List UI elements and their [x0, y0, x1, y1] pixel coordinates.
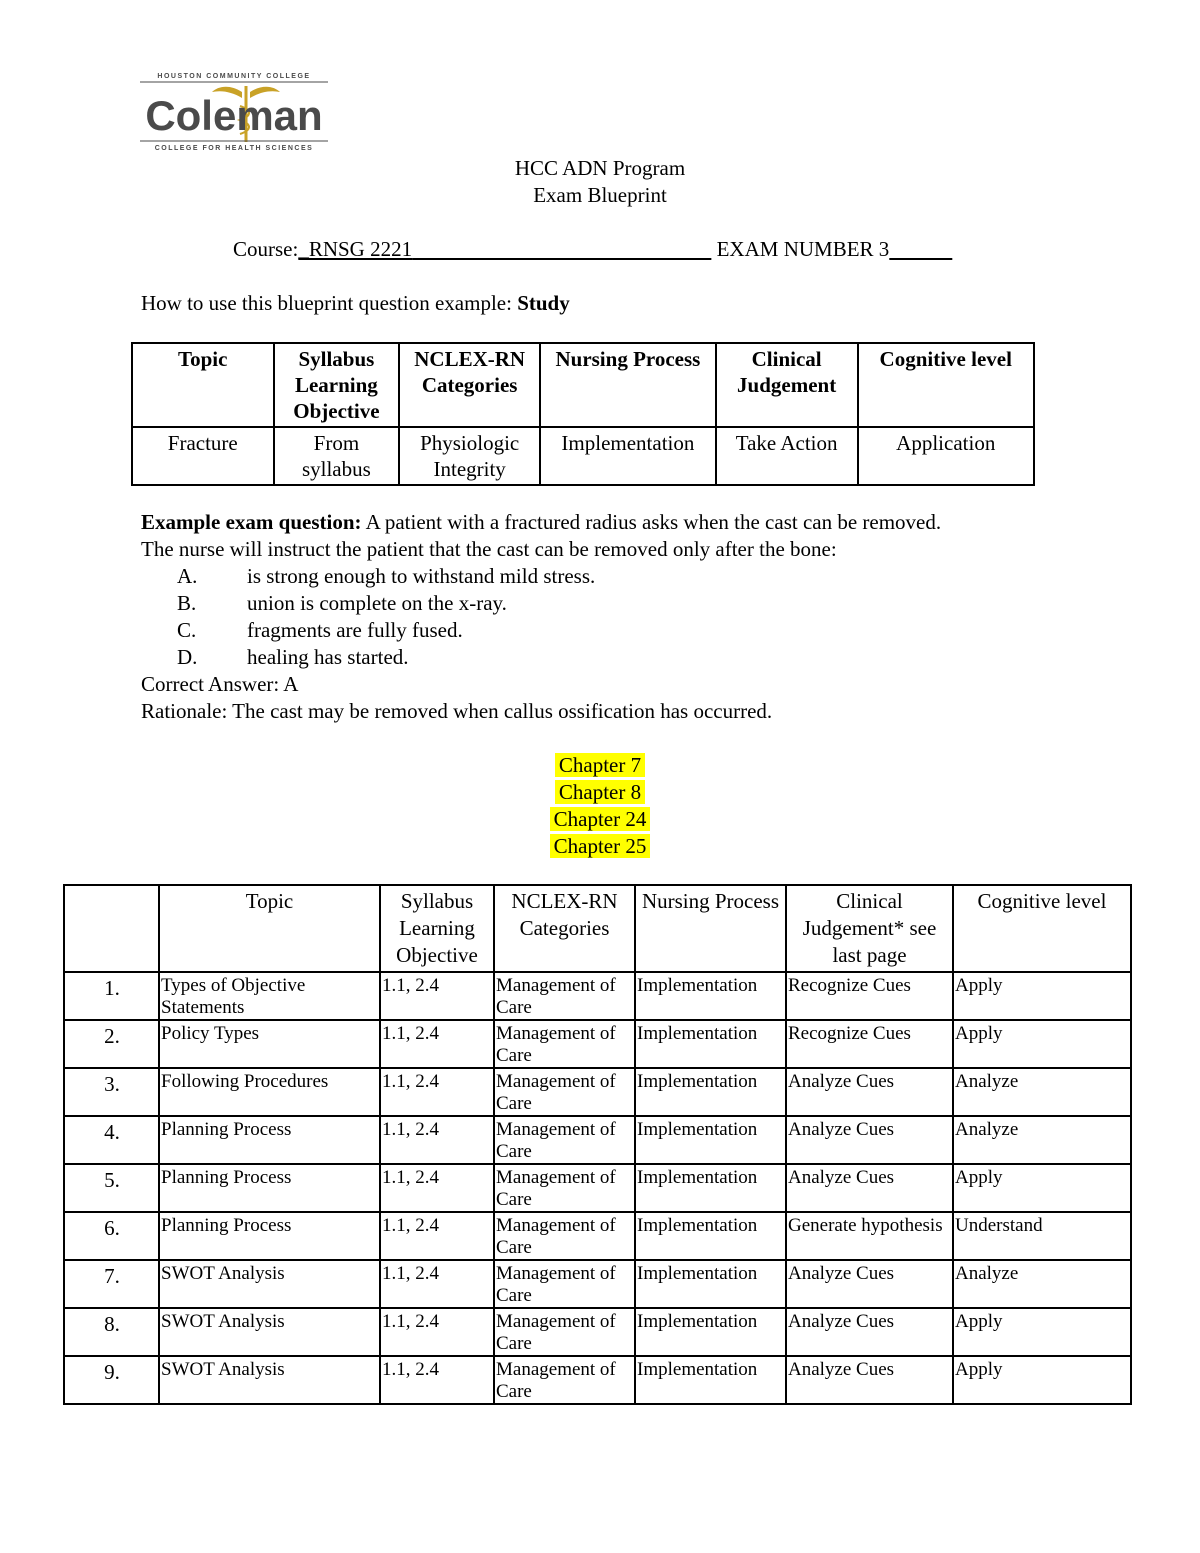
- example-cell: Fracture: [132, 427, 274, 485]
- table-row: [64, 1260, 1131, 1308]
- cell-nclex: Management of Care: [494, 1260, 635, 1308]
- cell-topic: SWOT Analysis: [159, 1260, 380, 1308]
- cell-topic: Planning Process: [159, 1212, 380, 1260]
- example-row: [132, 427, 1034, 485]
- cell-objective: 1.1, 2.4: [380, 972, 494, 1020]
- course-line: [233, 236, 952, 263]
- course-label: Course:: [233, 237, 299, 261]
- answer-option: [141, 590, 1101, 617]
- cell-process: Implementation: [635, 1212, 786, 1260]
- cell-cognitive: Analyze: [953, 1260, 1131, 1308]
- option-text: is strong enough to withstand mild stress.: [247, 564, 596, 588]
- cell-process: Implementation: [635, 972, 786, 1020]
- table-row: [64, 1116, 1131, 1164]
- header-judgement: Clinical Judgement* see last page: [786, 885, 953, 972]
- cell-judgement: Analyze Cues: [786, 1308, 953, 1356]
- blueprint-header-row: [64, 885, 1131, 972]
- cell-cognitive: Apply: [953, 972, 1131, 1020]
- cell-objective: 1.1, 2.4: [380, 1308, 494, 1356]
- example-cell: Application: [858, 427, 1035, 485]
- chapter-item: Chapter 8: [555, 780, 645, 804]
- option-text: union is complete on the x-ray.: [247, 591, 507, 615]
- cell-objective: 1.1, 2.4: [380, 1020, 494, 1068]
- cell-process: Implementation: [635, 1068, 786, 1116]
- table-row: [64, 1356, 1131, 1404]
- table-row: [64, 1020, 1131, 1068]
- cell-cognitive: Analyze: [953, 1068, 1131, 1116]
- cell-num: 3.: [64, 1068, 159, 1116]
- exam-number: EXAM NUMBER 3: [716, 237, 890, 261]
- cell-num: 7.: [64, 1260, 159, 1308]
- howto-text: How to use this blueprint question example:: [141, 291, 518, 315]
- cell-objective: 1.1, 2.4: [380, 1356, 494, 1404]
- svg-text:HOUSTON COMMUNITY COLLEGE: HOUSTON COMMUNITY COLLEGE: [157, 73, 311, 80]
- cell-judgement: Analyze Cues: [786, 1068, 953, 1116]
- cell-num: 2.: [64, 1020, 159, 1068]
- cell-objective: 1.1, 2.4: [380, 1068, 494, 1116]
- chapter-item: Chapter 7: [555, 753, 645, 777]
- howto-line: [141, 290, 570, 317]
- table-row: [64, 1164, 1131, 1212]
- howto-bold: Study: [517, 291, 570, 315]
- correct-answer: Correct Answer: A: [141, 672, 299, 696]
- cell-judgement: Analyze Cues: [786, 1116, 953, 1164]
- example-header-cell: Nursing Process: [540, 343, 716, 427]
- header-topic: Topic: [159, 885, 380, 972]
- cell-judgement: Analyze Cues: [786, 1356, 953, 1404]
- example-header-cell: Topic: [132, 343, 274, 427]
- cell-num: 6.: [64, 1212, 159, 1260]
- cell-nclex: Management of Care: [494, 1308, 635, 1356]
- cell-nclex: Management of Care: [494, 1020, 635, 1068]
- example-cell: Take Action: [716, 427, 858, 485]
- cell-topic: SWOT Analysis: [159, 1356, 380, 1404]
- option-letter: A.: [177, 564, 198, 588]
- cell-num: 8.: [64, 1308, 159, 1356]
- cell-objective: 1.1, 2.4: [380, 1116, 494, 1164]
- example-cell: Physiologic Integrity: [399, 427, 540, 485]
- cell-nclex: Management of Care: [494, 1116, 635, 1164]
- cell-nclex: Management of Care: [494, 1212, 635, 1260]
- chapter-item: Chapter 24: [550, 807, 651, 831]
- cell-process: Implementation: [635, 1356, 786, 1404]
- example-header-cell: Syllabus Learning Objective: [274, 343, 400, 427]
- cell-nclex: Management of Care: [494, 972, 635, 1020]
- header-nclex: NCLEX-RN Categories: [494, 885, 635, 972]
- cell-process: Implementation: [635, 1020, 786, 1068]
- cell-topic: Following Procedures: [159, 1068, 380, 1116]
- cell-topic: SWOT Analysis: [159, 1308, 380, 1356]
- cell-cognitive: Apply: [953, 1308, 1131, 1356]
- page-title: Exam Blueprint: [533, 183, 667, 207]
- option-text: healing has started.: [247, 645, 409, 669]
- cell-judgement: Analyze Cues: [786, 1260, 953, 1308]
- table-row: [64, 1308, 1131, 1356]
- cell-nclex: Management of Care: [494, 1164, 635, 1212]
- cell-objective: 1.1, 2.4: [380, 1260, 494, 1308]
- cell-num: 5.: [64, 1164, 159, 1212]
- header-num: [64, 885, 159, 972]
- cell-judgement: Generate hypothesis: [786, 1212, 953, 1260]
- example-header-cell: NCLEX-RN Categories: [399, 343, 540, 427]
- table-row: [64, 972, 1131, 1020]
- example-header-cell: Cognitive level: [858, 343, 1035, 427]
- example-table: [131, 342, 1035, 486]
- rationale: Rationale: The cast may be removed when callus ossification has occurred.: [141, 699, 773, 723]
- chapter-list: [0, 752, 1200, 860]
- blueprint-table: [63, 884, 1132, 1405]
- table-row: [64, 1212, 1131, 1260]
- cell-process: Implementation: [635, 1164, 786, 1212]
- cell-nclex: Management of Care: [494, 1356, 635, 1404]
- option-text: fragments are fully fused.: [247, 618, 463, 642]
- cell-topic: Policy Types: [159, 1020, 380, 1068]
- answer-option: [141, 617, 1101, 644]
- program-title: HCC ADN Program: [514, 156, 686, 180]
- option-letter: B.: [177, 591, 197, 615]
- chapter-item: Chapter 25: [550, 834, 651, 858]
- header-cognitive: Cognitive level: [953, 885, 1131, 972]
- example-cell: Implementation: [540, 427, 716, 485]
- course-value: _RNSG 2221: [298, 237, 413, 261]
- question-label: Example exam question:: [141, 510, 362, 534]
- svg-text:COLLEGE FOR HEALTH SCIENCES: COLLEGE FOR HEALTH SCIENCES: [154, 145, 314, 152]
- cell-judgement: Recognize Cues: [786, 1020, 953, 1068]
- answer-option: [141, 644, 1101, 671]
- option-letter: D.: [177, 645, 198, 669]
- cell-objective: 1.1, 2.4: [380, 1212, 494, 1260]
- cell-topic: Planning Process: [159, 1164, 380, 1212]
- example-question: [141, 509, 1101, 725]
- cell-num: 4.: [64, 1116, 159, 1164]
- example-cell: From syllabus: [274, 427, 400, 485]
- cell-cognitive: Analyze: [953, 1116, 1131, 1164]
- cell-judgement: Recognize Cues: [786, 972, 953, 1020]
- cell-process: Implementation: [635, 1260, 786, 1308]
- cell-judgement: Analyze Cues: [786, 1164, 953, 1212]
- question-stem-2: The nurse will instruct the patient that the cast can be removed only after the bone:: [141, 537, 837, 561]
- cell-process: Implementation: [635, 1308, 786, 1356]
- example-header-row: [132, 343, 1034, 427]
- cell-process: Implementation: [635, 1116, 786, 1164]
- college-logo: [138, 70, 330, 154]
- cell-num: 1.: [64, 972, 159, 1020]
- question-stem-1: Example exam question: A patient with a fractured radius asks when the cast can be removed.: [141, 510, 942, 534]
- table-row: [64, 1068, 1131, 1116]
- example-header-cell: Clinical Judgement: [716, 343, 858, 427]
- cell-objective: 1.1, 2.4: [380, 1164, 494, 1212]
- cell-nclex: Management of Care: [494, 1068, 635, 1116]
- cell-cognitive: Apply: [953, 1164, 1131, 1212]
- svg-text:Coleman: Coleman: [145, 92, 323, 139]
- cell-topic: Types of Objective Statements: [159, 972, 380, 1020]
- cell-cognitive: Understand: [953, 1212, 1131, 1260]
- cell-cognitive: Apply: [953, 1020, 1131, 1068]
- cell-topic: Planning Process: [159, 1116, 380, 1164]
- header-process: Nursing Process: [635, 885, 786, 972]
- option-letter: C.: [177, 618, 197, 642]
- answer-option: [141, 563, 1101, 590]
- cell-cognitive: Apply: [953, 1356, 1131, 1404]
- cell-num: 9.: [64, 1356, 159, 1404]
- header-objective: Syllabus Learning Objective: [380, 885, 494, 972]
